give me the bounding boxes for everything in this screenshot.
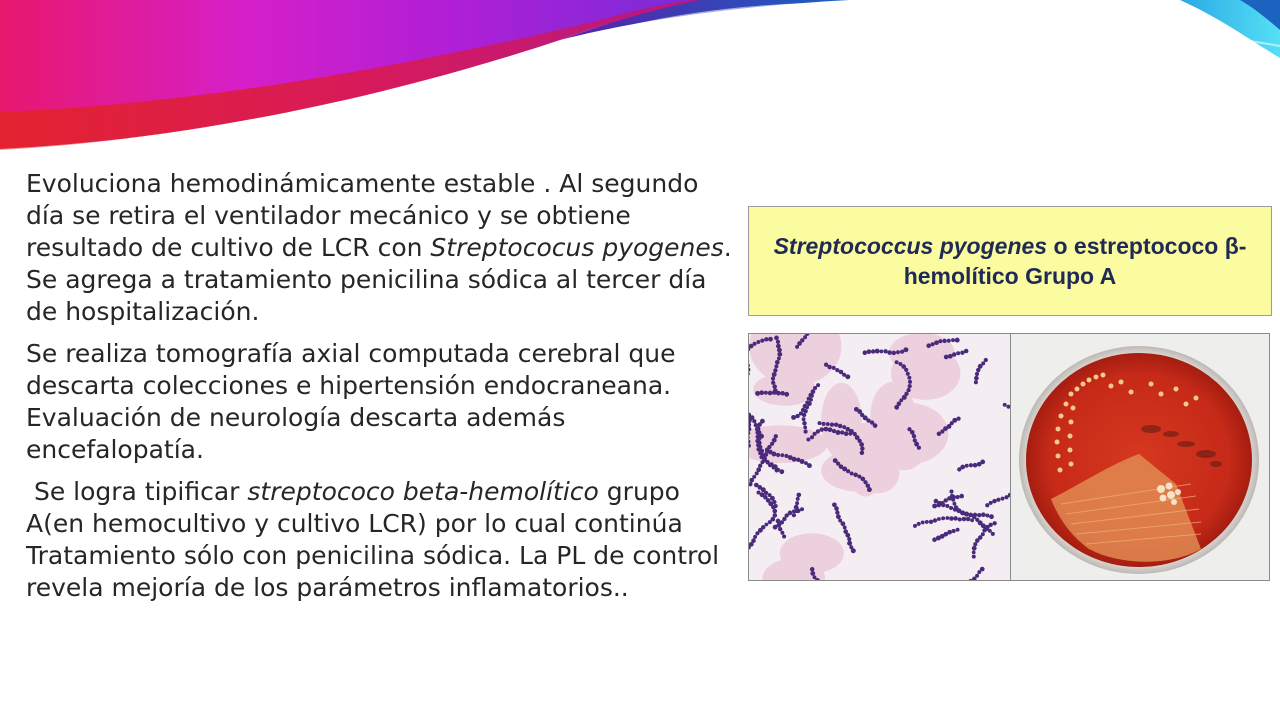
paragraph-typing	[26, 476, 738, 604]
paragraph-1-organism: Streptococus pyogenes	[430, 233, 724, 262]
paragraph-evolution	[26, 168, 738, 328]
blood-agar-plate	[1010, 333, 1270, 581]
figure-caption-box	[748, 206, 1272, 316]
paragraph-3-text-a: Se logra tipificar	[26, 477, 248, 506]
agar-plate-image	[1011, 334, 1270, 581]
micrograph-chains	[749, 334, 1011, 581]
gram-stain-micrograph	[748, 333, 1011, 581]
figure-caption	[749, 231, 1271, 291]
caption-description: o estreptococo β-hemolítico Grupo A	[903, 233, 1247, 289]
paragraph-1-text-b: . Se agrega a tratamiento penicilina sódica al tercer día de hospitalización.	[26, 233, 732, 326]
paragraph-3-organism: streptococo beta-hemolítico	[247, 477, 599, 506]
paragraph-tomography: Se realiza tomografía axial computada cerebral que descarta colecciones e hipertensión endocraneana. Evaluación de neurología descarta además encefalopatía.	[26, 339, 676, 464]
decorative-swoosh-header	[0, 0, 1280, 160]
slide-body-text	[26, 168, 738, 614]
paragraph-1-text-a: Evoluciona hemodinámicamente estable . Al segundo día se retira el ventilador mecánico y se obtiene resultado de cultivo de LCR con	[26, 169, 699, 262]
paragraph-3-text-b: grupo A(en hemocultivo y cultivo LCR) por lo cual continúa Tratamiento sólo con penicilina sódica. La PL de control revela mejoría de los parámetros inflamatorios..	[26, 477, 720, 602]
caption-organism: Streptococcus pyogenes	[773, 233, 1048, 259]
